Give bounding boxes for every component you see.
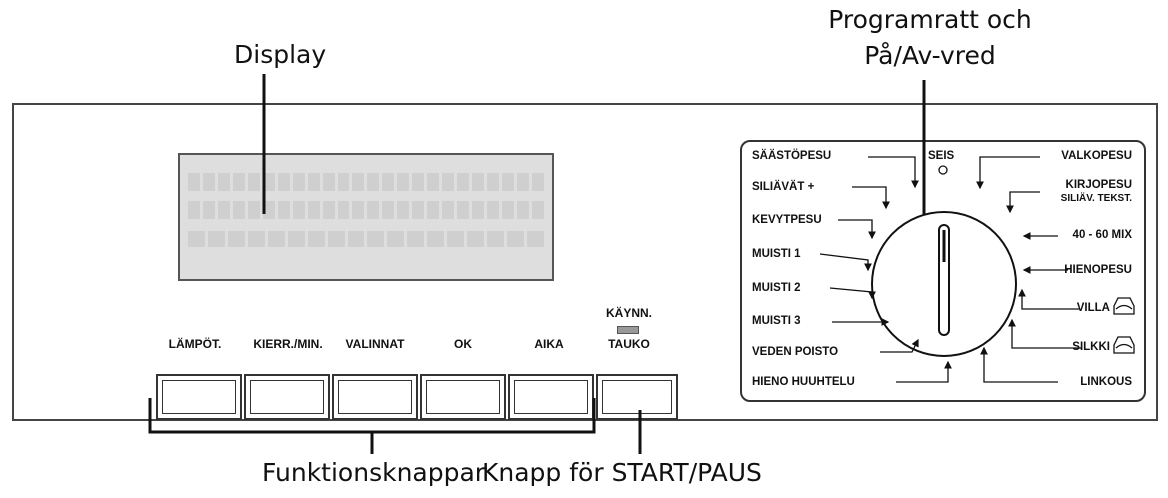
time-label: AIKA [534, 337, 564, 351]
program-knob-callout-line2: På/Av-vred [864, 41, 996, 70]
function-buttons-callout: Funktionsknappar [262, 458, 486, 487]
program-muisti-2: MUISTI 2 [752, 282, 801, 294]
temp-label: LÄMPÖT. [168, 337, 222, 351]
start-label-line1: KÄYNN. [605, 306, 652, 320]
start-label-line2: TAUKO [608, 337, 650, 351]
program-hieno-huuhtelu: HIENO HUUHTELU [752, 376, 855, 388]
spin-label: KIERR./MIN. [253, 337, 323, 351]
seis-marker [939, 166, 947, 174]
program-silkki: SILKKI [1072, 341, 1110, 353]
start-pause-callout: Knapp för START/PAUS [482, 458, 762, 487]
program-kirjopesu: KIRJOPESU [1065, 179, 1132, 191]
program-seis: SEIS [928, 150, 955, 162]
program-saastopesu: SÄÄSTÖPESU [752, 150, 832, 162]
program-siliav-tekst: SILIÄV. TEKST. [1060, 193, 1132, 204]
program-linkous: LINKOUS [1080, 376, 1132, 388]
function-buttons-bracket [150, 398, 594, 432]
program-hienopesu: HIENOPESU [1064, 264, 1132, 276]
program-muisti-1: MUISTI 1 [752, 248, 801, 260]
program-veden-poisto: VEDEN POISTO [752, 346, 839, 358]
program-40-60-mix: 40 - 60 MIX [1072, 229, 1132, 241]
program-knob-callout-line1: Programratt och [828, 5, 1032, 34]
program-valkopesu: VALKOPESU [1061, 150, 1132, 162]
options-label: VALINNAT [345, 337, 405, 351]
silk-hand-icon [1116, 345, 1132, 349]
display-callout: Display [234, 40, 327, 69]
program-kevytpesu: KEVYTPESU [752, 214, 822, 226]
program-villa: VILLA [1076, 302, 1110, 314]
program-siliavat-plus: SILIÄVÄT + [752, 181, 815, 193]
ok-label: OK [454, 337, 472, 351]
wool-hand-icon [1116, 306, 1132, 310]
program-muisti-3: MUISTI 3 [752, 315, 801, 327]
